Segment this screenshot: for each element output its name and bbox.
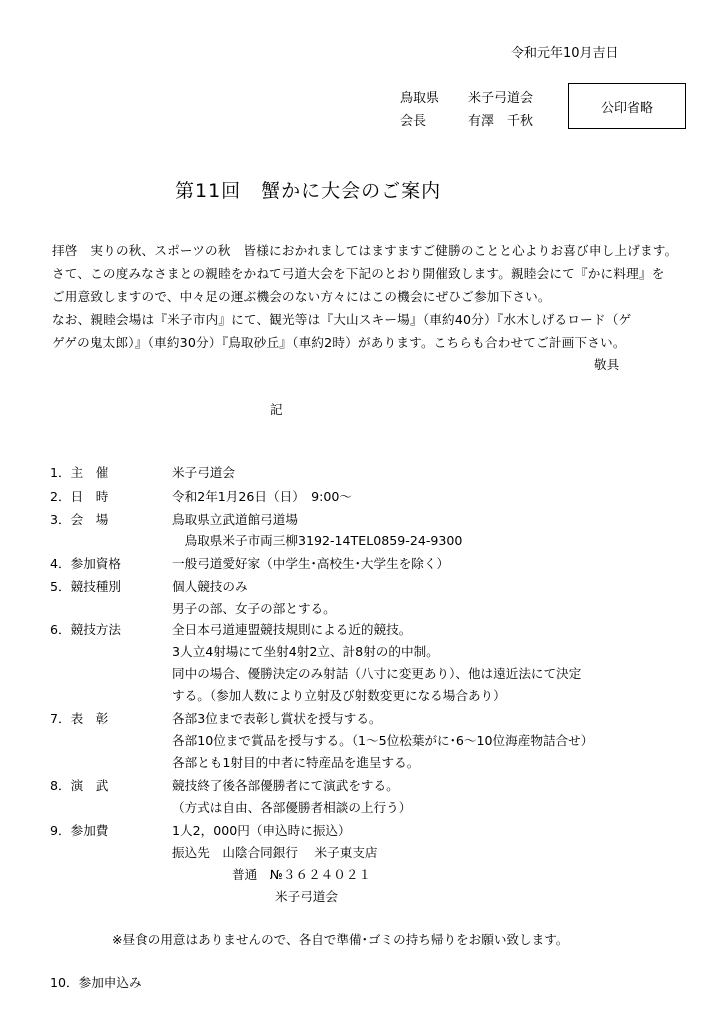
sender-org-name: 米子弓道会	[468, 91, 534, 106]
document-title: 第11回 蟹かに大会のご案内	[175, 180, 442, 202]
bank-account: 普通 №３６２４０２１	[232, 867, 372, 882]
sender-name: 有澤 千秋	[468, 114, 534, 129]
item-value: 鳥取県立武道館弓道場	[172, 512, 298, 527]
item-label: 3．会 場	[50, 512, 109, 527]
bank-holder: 米子弓道会	[275, 889, 338, 904]
item-value: する。（参加人数により立射及び射数変更になる場合あり）	[172, 688, 506, 703]
item-value: 同中の場合、優勝決定のみ射詰（八寸に変更あり）、他は遠近法にて決定	[172, 666, 582, 681]
item-label: 9．参加費	[50, 823, 109, 838]
lunch-note: ※昼食の用意はありませんので、各自で準備･ゴミの持ち帰りをお願い致します。	[112, 932, 569, 947]
sender-role: 会長	[400, 114, 427, 129]
item-label: 1．主 催	[50, 465, 109, 480]
item-value: 鳥取県米子市両三柳3192-14TEL0859-24-9300	[172, 533, 463, 548]
seal-note: 公印省略	[600, 100, 653, 116]
item-value: 個人競技のみ	[172, 579, 248, 594]
body-line: ご用意致しますので、中々足の運ぶ機会のない方々にはこの機会にぜひご参加下さい。	[52, 289, 551, 304]
item-label: 2．日 時	[50, 489, 109, 504]
item-label: 4．参加資格	[50, 556, 121, 571]
item-value: 競技終了後各部優勝者にて演武をする。	[172, 778, 399, 793]
item-value: 男子の部、女子の部とする。	[172, 601, 336, 616]
item-value: 1人2，000円（申込時に振込）	[172, 823, 351, 838]
item-value: （方式は自由、各部優勝者相談の上行う）	[172, 800, 412, 815]
body-line: ゲゲの鬼太郎）』（車約30分）『鳥取砂丘』（車約2時）があります。こちらも合わせてご計画下さい。	[52, 335, 626, 350]
item-value: 各部3位まで表彰し賞状を授与する。	[172, 711, 382, 726]
item-value: 一般弓道愛好家（中学生･高校生･大学生を除く）	[172, 556, 450, 571]
closing-keigu: 敬具	[594, 357, 620, 372]
item-value: 米子弓道会	[172, 465, 235, 480]
body-line: 拝啓 実りの秋、スポーツの秋 皆様におかれましてはますますご健勝のことと心よりお喜び申し上げます。	[52, 243, 678, 258]
item-value: 令和2年1月26日（日） 9:00～	[172, 489, 352, 504]
body-line: さて、この度みなさまとの親睦をかねて弓道大会を下記のとおり開催致します。親睦会にて『かに料理』を	[52, 266, 665, 281]
seal-omitted-box	[568, 83, 686, 129]
item-label: 6．競技方法	[50, 622, 121, 637]
item-value: 3人立4射場にて坐射4射2立、計8射の的中制。	[172, 644, 439, 659]
sender-pref: 鳥取県	[400, 91, 440, 106]
body-line: なお、親睦会場は『米子市内』にて、観光等は『大山スキー場』（車約40分）『水木しげるロード（ゲ	[52, 312, 632, 327]
item-value: 振込先 山陰合同銀行 米子東支店	[172, 845, 378, 860]
issue-date: 令和元年10月吉日	[511, 46, 619, 61]
item-value: 各部とも1射目的中者に特産品を進呈する。	[172, 755, 420, 770]
item-label: 8．演 武	[50, 778, 109, 793]
item-value: 各部10位まで賞品を授与する。（1～5位松葉がに･6～10位海産物詰合せ）	[172, 733, 594, 748]
item-value: 全日本弓道連盟競技規則による近的競技。	[172, 622, 412, 637]
sender-person	[400, 110, 533, 129]
item-label: 10．参加申込み	[50, 975, 142, 990]
ki-heading: 記	[270, 402, 283, 417]
sender-org	[400, 87, 533, 106]
item-label: 5．競技種別	[50, 579, 121, 594]
item-label: 7．表 彰	[50, 711, 109, 726]
